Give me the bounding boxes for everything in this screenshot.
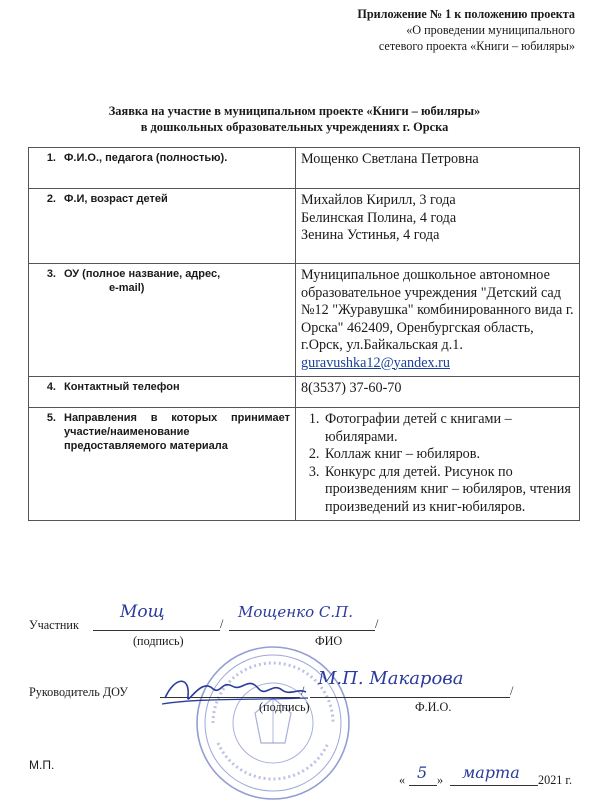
answer-cell (296, 408, 580, 521)
date-month-line (450, 785, 538, 786)
answer-line: Белинская Полина, 4 года (301, 209, 457, 226)
question-text: ОУ (полное название, адрес, (64, 268, 221, 280)
participant-sign-line (93, 630, 220, 631)
appendix-line-1: Приложение № 1 к положению проекта (357, 7, 575, 21)
date-year: 2021 г. (538, 773, 573, 787)
row-number: 1. (46, 152, 56, 164)
table-row (29, 264, 580, 377)
participant-sign-hint: (подпись) (133, 634, 184, 648)
answer-cell (296, 377, 580, 408)
answer-line: Михайлов Кирилл, 3 года (301, 192, 456, 208)
answer-line: Зенина Устинья, 4 года (301, 227, 440, 243)
participant-handwritten-name: Мощенко С.П. (238, 603, 354, 621)
application-table (28, 147, 580, 521)
answer-text: 8(3537) 37-60-70 (301, 380, 402, 396)
head-handwritten-name: М.П. Макарова (318, 668, 464, 689)
date-month: марта (462, 763, 520, 782)
question-cell (29, 189, 296, 264)
list-item: 3. Конкурс для детей. Рисунок по произведениям книг – юбиляров, чтения произведений из книг-юбиляров. (323, 464, 574, 517)
question-text: Направления в которых принимает участие/наименование предоставляемого материала (64, 412, 290, 452)
row-number: 3. (46, 268, 56, 280)
materials-list (301, 411, 574, 516)
appendix-header (357, 6, 575, 54)
email-link[interactable]: guravushka12@yandex.ru (301, 354, 450, 371)
question-text: Ф.И.О., педагога (полностью). (64, 152, 228, 164)
head-sign-hint: (подпись) (259, 700, 310, 714)
date-open-quote: « (399, 773, 406, 787)
title-line-2: в дошкольных образовательных учреждениях г. Орска (140, 120, 449, 134)
answer-text: Мощенко Светлана Петровна (301, 151, 479, 167)
question-cell (29, 408, 296, 521)
appendix-line-2: «О проведении муниципального (406, 23, 575, 37)
participant-name-line (229, 630, 375, 631)
head-name-hint: Ф.И.О. (415, 700, 452, 714)
head-name-line (310, 697, 510, 698)
table-row (29, 148, 580, 189)
question-text: e-mail) (109, 282, 145, 294)
participant-label: Участник (29, 618, 79, 632)
date-day: 5 (417, 763, 428, 782)
mp-label: М.П. (29, 758, 55, 772)
stamp-seal-icon (193, 643, 353, 803)
answer-cell (296, 148, 580, 189)
answer-cell (296, 189, 580, 264)
row-number: 5. (46, 412, 56, 424)
list-item: 2. Коллаж книг – юбиляров. (323, 446, 574, 464)
appendix-line-3: сетевого проекта «Книги – юбиляры» (378, 39, 575, 53)
row-number: 2. (46, 193, 56, 205)
participant-name-hint: ФИО (315, 634, 343, 648)
table-row (29, 189, 580, 264)
table-row (29, 377, 580, 408)
table-row (29, 408, 580, 521)
head-label: Руководитель ДОУ (29, 685, 128, 699)
participant-handwritten-signature: Мощ (120, 602, 165, 622)
question-cell (29, 148, 296, 189)
date-close-quote: » (437, 773, 444, 787)
document-title (0, 103, 589, 135)
question-text: Ф.И, возраст детей (64, 193, 168, 205)
list-item: 1. Фотографии детей с книгами – юбилярами. (323, 411, 574, 446)
title-line-1: Заявка на участие в муниципальном проекте «Книги – юбиляры» (108, 104, 481, 118)
question-text: Контактный телефон (64, 381, 180, 393)
question-cell (29, 264, 296, 377)
answer-cell (296, 264, 580, 377)
row-number: 4. (46, 381, 56, 393)
answer-text: Муниципальное дошкольное автономное образовательное учреждения "Детский сад №12 "Журавушка" комбинированного вида г. Орска" 462409, Оренбургская область, г.Орск, ул.Байкальская д.1. (301, 267, 574, 353)
date-day-line (409, 785, 437, 786)
question-cell (29, 377, 296, 408)
